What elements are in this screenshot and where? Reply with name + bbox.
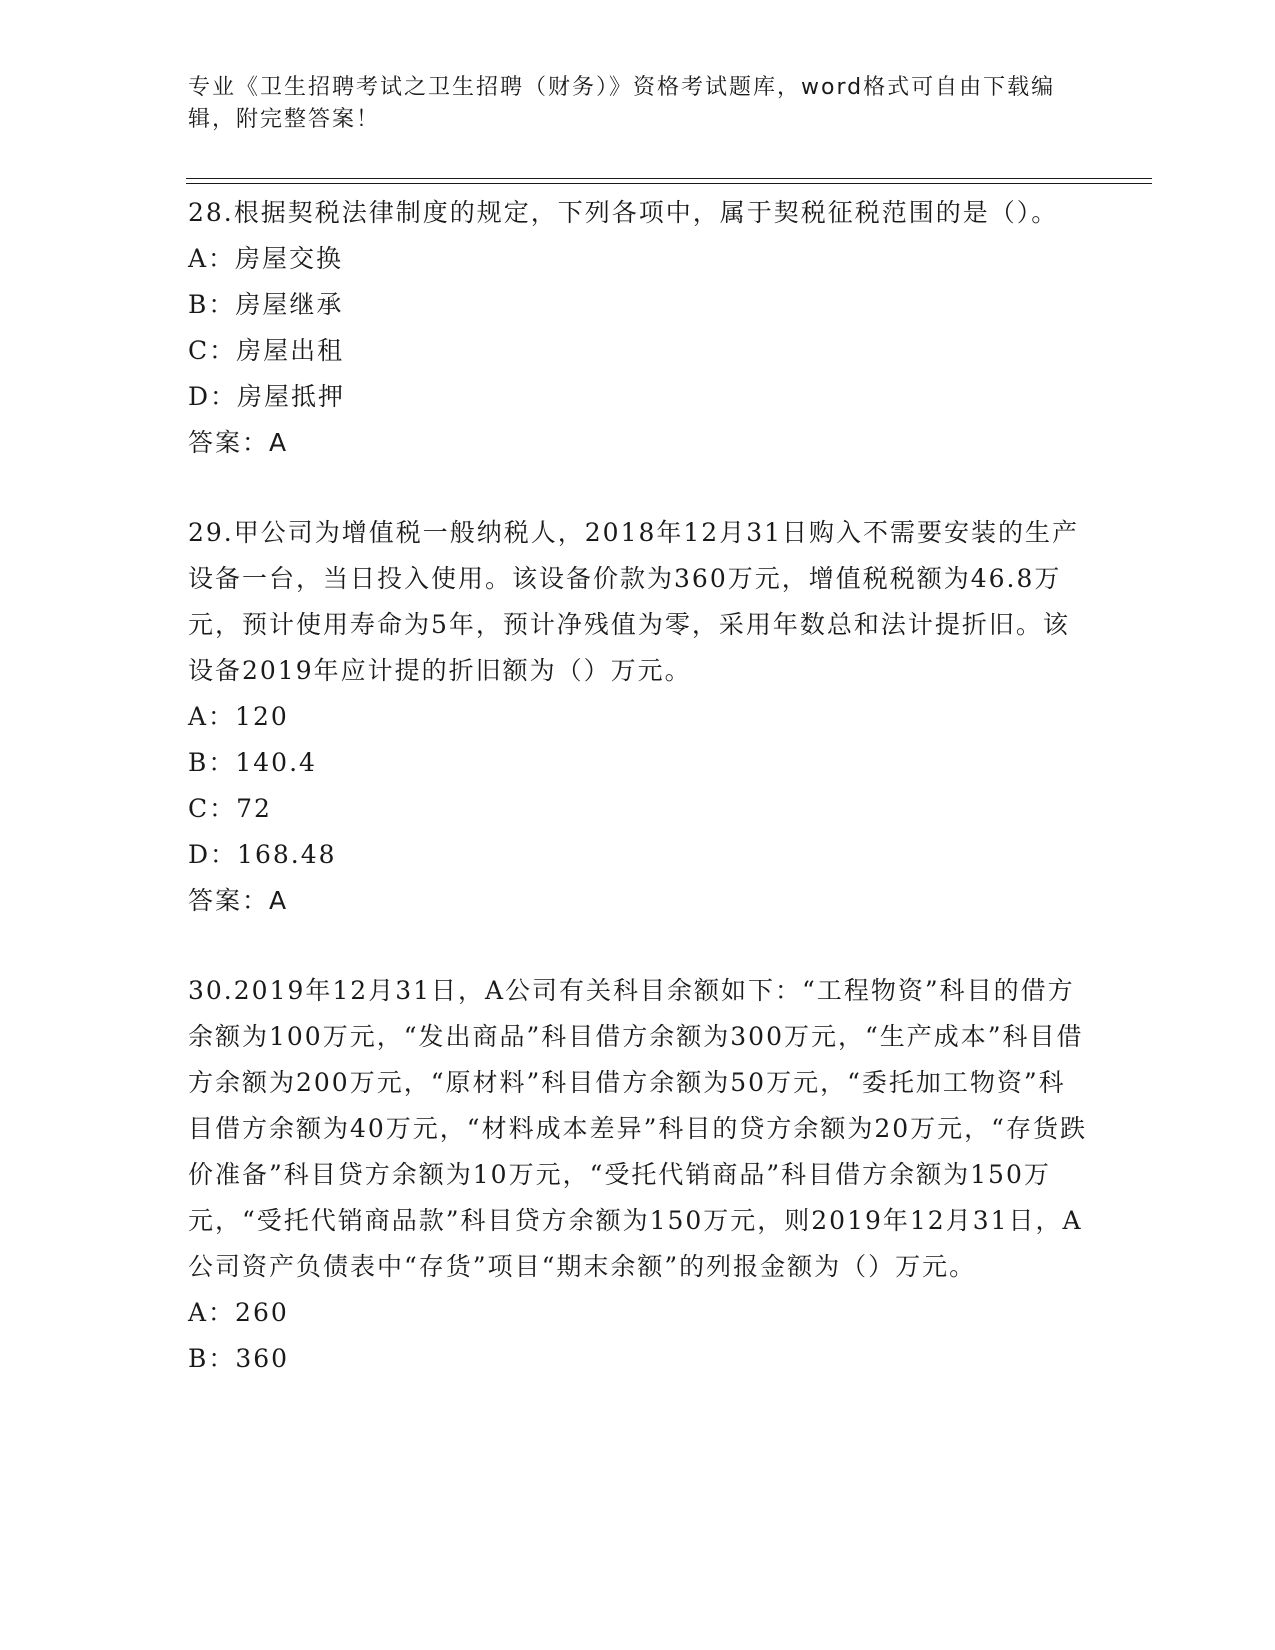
- header-divider-bottom: [186, 183, 1152, 184]
- option-d: D：168.48: [188, 840, 337, 869]
- question-spacer: [188, 466, 1088, 510]
- option-a: A：120: [188, 702, 289, 731]
- option-c: C：房屋出租: [188, 336, 345, 365]
- question-30: [188, 968, 1088, 1382]
- answer-label: 答案：A: [188, 428, 289, 457]
- question-stem: 29.甲公司为增值税一般纳税人，2018年12月31日购入不需要安装的生产设备一台，当日投入使用。该设备价款为360万元，增值税税额为46.8万元，预计使用寿命为5年，预计净残值为零，采用年数总和法计提折旧。该设备2019年应计提的折旧额为（）万元。: [188, 518, 1080, 685]
- option-a: A：房屋交换: [188, 244, 344, 273]
- header-divider-top: [186, 178, 1152, 179]
- question-stem: 30.2019年12月31日，A公司有关科目余额如下：“工程物资”科目的借方余额为100万元，“发出商品”科目借方余额为300万元，“生产成本”科目借方余额为200万元，“原材料”科目借方余额为50万元，“委托加工物资”科目借方余额为40万元，“材料成本差异”科目的贷方余额为20万元，“存货跌价准备”科目贷方余额为10万元，“受托代销商品”科目借方余额为150万元，“受托代销商品款”科目贷方余额为150万元，则2019年12月31日，A公司资产负债表中“存货”项目“期末余额”的列报金额为（）万元。: [188, 976, 1087, 1281]
- document-header-intro: 专业《卫生招聘考试之卫生招聘（财务）》资格考试题库，word格式可自由下载编辑，附完整答案！: [188, 75, 1056, 132]
- question-stem: 28.根据契税法律制度的规定，下列各项中，属于契税征税范围的是（）。: [188, 198, 1059, 227]
- question-28: [188, 190, 1088, 466]
- option-a: A：260: [188, 1298, 289, 1327]
- option-d: D：房屋抵押: [188, 382, 346, 411]
- question-spacer: [188, 924, 1088, 968]
- answer-label: 答案：A: [188, 886, 289, 915]
- option-b: B：140.4: [188, 748, 317, 777]
- option-b: B：房屋继承: [188, 290, 344, 319]
- question-list: [188, 190, 1088, 1382]
- option-b: B：360: [188, 1344, 290, 1373]
- question-29: [188, 510, 1088, 924]
- option-c: C：72: [188, 794, 272, 823]
